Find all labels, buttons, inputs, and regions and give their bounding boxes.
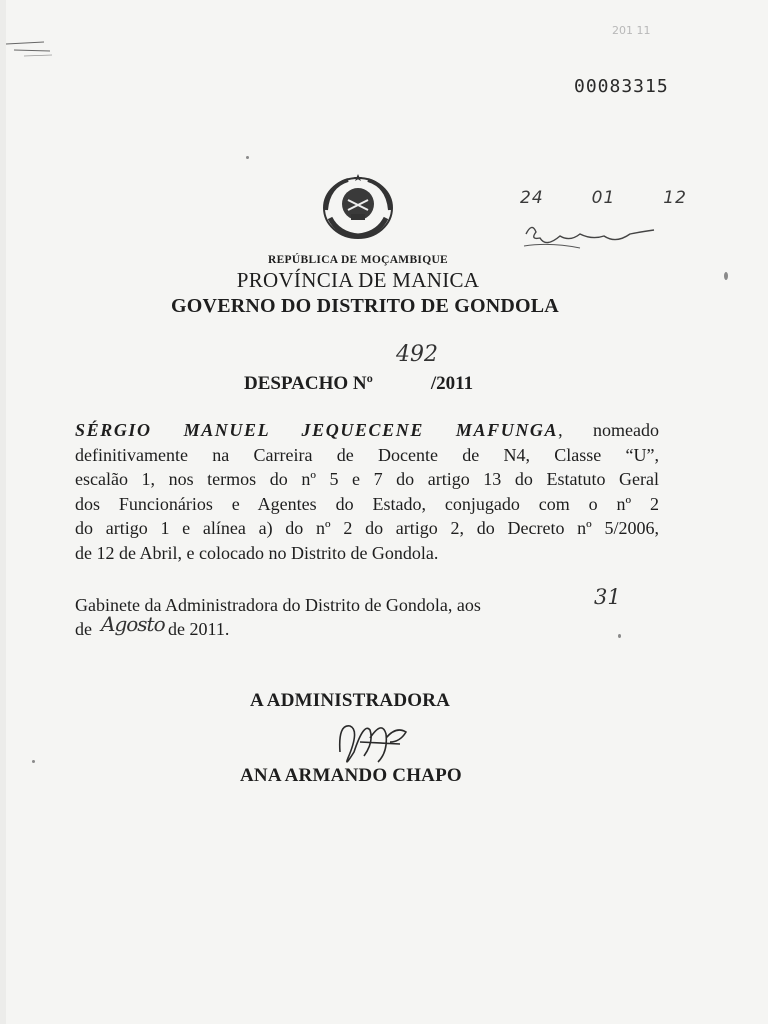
date-year: 12 <box>663 188 687 208</box>
header-province: PROVÍNCIA DE MANICA <box>236 268 480 292</box>
faint-stamp: 201 11 <box>612 24 651 37</box>
scan-speck <box>32 760 35 763</box>
scan-speck <box>246 156 249 159</box>
handwritten-signature <box>330 712 414 772</box>
body-line-5: do artigo 1 e alínea a) do nº 2 do artigo 2, do Decreto nº 5/2006, <box>75 518 659 538</box>
despacho-title <box>244 369 473 395</box>
despacho-year: /2011 <box>430 373 474 394</box>
handwritten-day: 31 <box>594 585 621 609</box>
handwritten-initials <box>520 218 670 254</box>
appointee-name: SÉRGIO MANUEL JEQUECENE MAFUNGA <box>75 420 559 440</box>
scan-speck <box>724 272 728 280</box>
document-number: 00083315 <box>574 76 669 97</box>
signatory-name: ANA ARMANDO CHAPO <box>240 765 462 786</box>
scan-speck <box>618 634 621 638</box>
closing-line-1: Gabinete da Administradora do Distrito de Gondola, aos <box>75 595 481 615</box>
body-line-4: dos Funcionários e Agentes do Estado, conjugado com o nº 2 <box>75 493 659 514</box>
despacho-number-handwritten: 492 <box>396 342 438 367</box>
body-line-2: definitivamente na Carreira de Docente de N4, Classe “U”, <box>75 444 659 465</box>
body-line-3: escalão 1, nos termos do nº 5 e 7 do artigo 13 do Estatuto Geral <box>75 469 659 489</box>
scan-marks <box>4 38 54 62</box>
header-republic: REPÚBLICA DE MOÇAMBIQUE <box>267 254 449 266</box>
despacho-body <box>75 418 659 565</box>
scan-edge <box>0 0 6 1024</box>
body-line-6: de 12 de Abril, e colocado no Distrito de Gondola. <box>75 542 439 563</box>
signatory-title: A ADMINISTRADORA <box>250 690 451 711</box>
date-day: 24 <box>520 188 544 208</box>
header-government: GOVERNO DO DISTRITO DE GONDOLA <box>171 295 559 317</box>
body-line-1: SÉRGIO MANUEL JEQUECENE MAFUNGA, nomeado <box>75 420 659 440</box>
despacho-prefix: DESPACHO Nº <box>244 373 373 394</box>
closing-line-2: de de 2011. <box>75 619 230 639</box>
national-emblem-icon <box>318 170 398 240</box>
date-month: 01 <box>591 188 616 208</box>
handwritten-month: Agosto <box>101 612 165 636</box>
handwritten-date <box>520 188 735 208</box>
